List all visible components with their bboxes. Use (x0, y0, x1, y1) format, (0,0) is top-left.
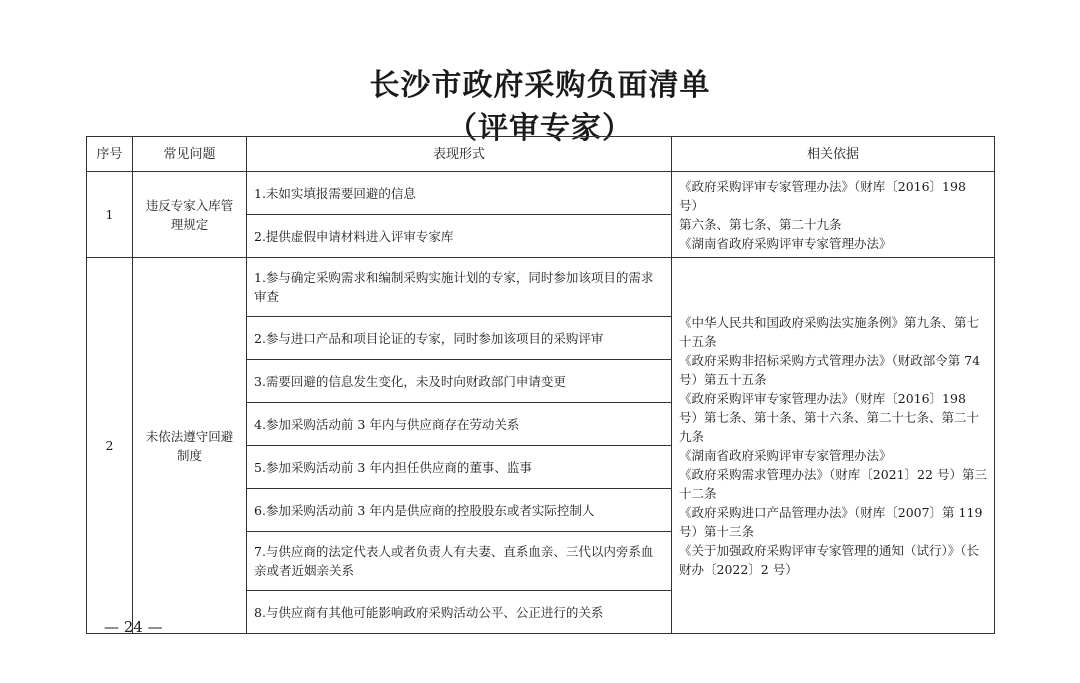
header-basis: 相关依据 (672, 137, 995, 172)
basis-item: 《政府采购需求管理办法》（财库〔2021〕22 号）第三十二条 (679, 466, 987, 501)
header-form: 表现形式 (247, 137, 672, 172)
row-form: 3.需要回避的信息发生变化，未及时向财政部门申请变更 (247, 360, 672, 403)
basis-item: 《政府采购进口产品管理办法》（财库〔2007〕第 119 号）第十三条 (679, 504, 983, 539)
basis-item: 《关于加强政府采购评审专家管理的通知（试行）》（长财办〔2022〕2 号） (679, 542, 980, 577)
row-form: 1.参与确定采购需求和编制采购实施计划的专家，同时参加该项目的需求审查 (247, 258, 672, 317)
row-form: 1.未如实填报需要回避的信息 (247, 172, 672, 215)
document-title: 长沙市政府采购负面清单 (369, 68, 711, 103)
row-issue: 违反专家入库管理规定 (133, 172, 247, 258)
basis-item: 《政府采购非招标采购方式管理办法》（财政部令第 74 号）第五十五条 (679, 352, 981, 387)
page-number: — 24 — (104, 618, 163, 636)
row-form: 2.参与进口产品和项目论证的专家，同时参加该项目的采购评审 (247, 317, 672, 360)
row-issue: 未依法遵守回避制度 (133, 258, 247, 634)
row-basis (672, 258, 995, 634)
basis-item: 《湖南省政府采购评审专家管理办法》 (679, 235, 892, 251)
row-form: 5.参加采购活动前 3 年内担任供应商的董事、监事 (247, 446, 672, 489)
row-form: 7.与供应商的法定代表人或者负责人有夫妻、直系血亲、三代以内旁系血亲或者近姻亲关系 (247, 532, 672, 591)
row-no: 1 (87, 172, 133, 258)
negative-list-table (86, 136, 995, 634)
row-form: 8.与供应商有其他可能影响政府采购活动公平、公正进行的关系 (247, 591, 672, 634)
row-basis (672, 172, 995, 258)
basis-item: 《湖南省政府采购评审专家管理办法》 (679, 447, 892, 463)
document-subtitle: （评审专家） (447, 111, 633, 146)
table-row (87, 258, 995, 317)
row-no: 2 (87, 258, 133, 634)
row-form: 2.提供虚假申请材料进入评审专家库 (247, 215, 672, 258)
basis-item: 第六条、第七条、第二十九条 (679, 216, 842, 232)
basis-item: 《政府采购评审专家管理办法》（财库〔2016〕198 号）第七条、第十条、第十六条、第二十七条、第二十九条 (679, 390, 980, 444)
table-header-row (87, 137, 995, 172)
row-form: 6.参加采购活动前 3 年内是供应商的控股股东或者实际控制人 (247, 489, 672, 532)
row-form: 4.参加采购活动前 3 年内与供应商存在劳动关系 (247, 403, 672, 446)
table-row (87, 172, 995, 215)
basis-item: 《中华人民共和国政府采购法实施条例》第九条、第七十五条 (679, 314, 980, 349)
basis-item: 《政府采购评审专家管理办法》（财库〔2016〕198 号） (679, 178, 966, 213)
header-no: 序号 (87, 137, 133, 172)
header-issue: 常见问题 (133, 137, 247, 172)
